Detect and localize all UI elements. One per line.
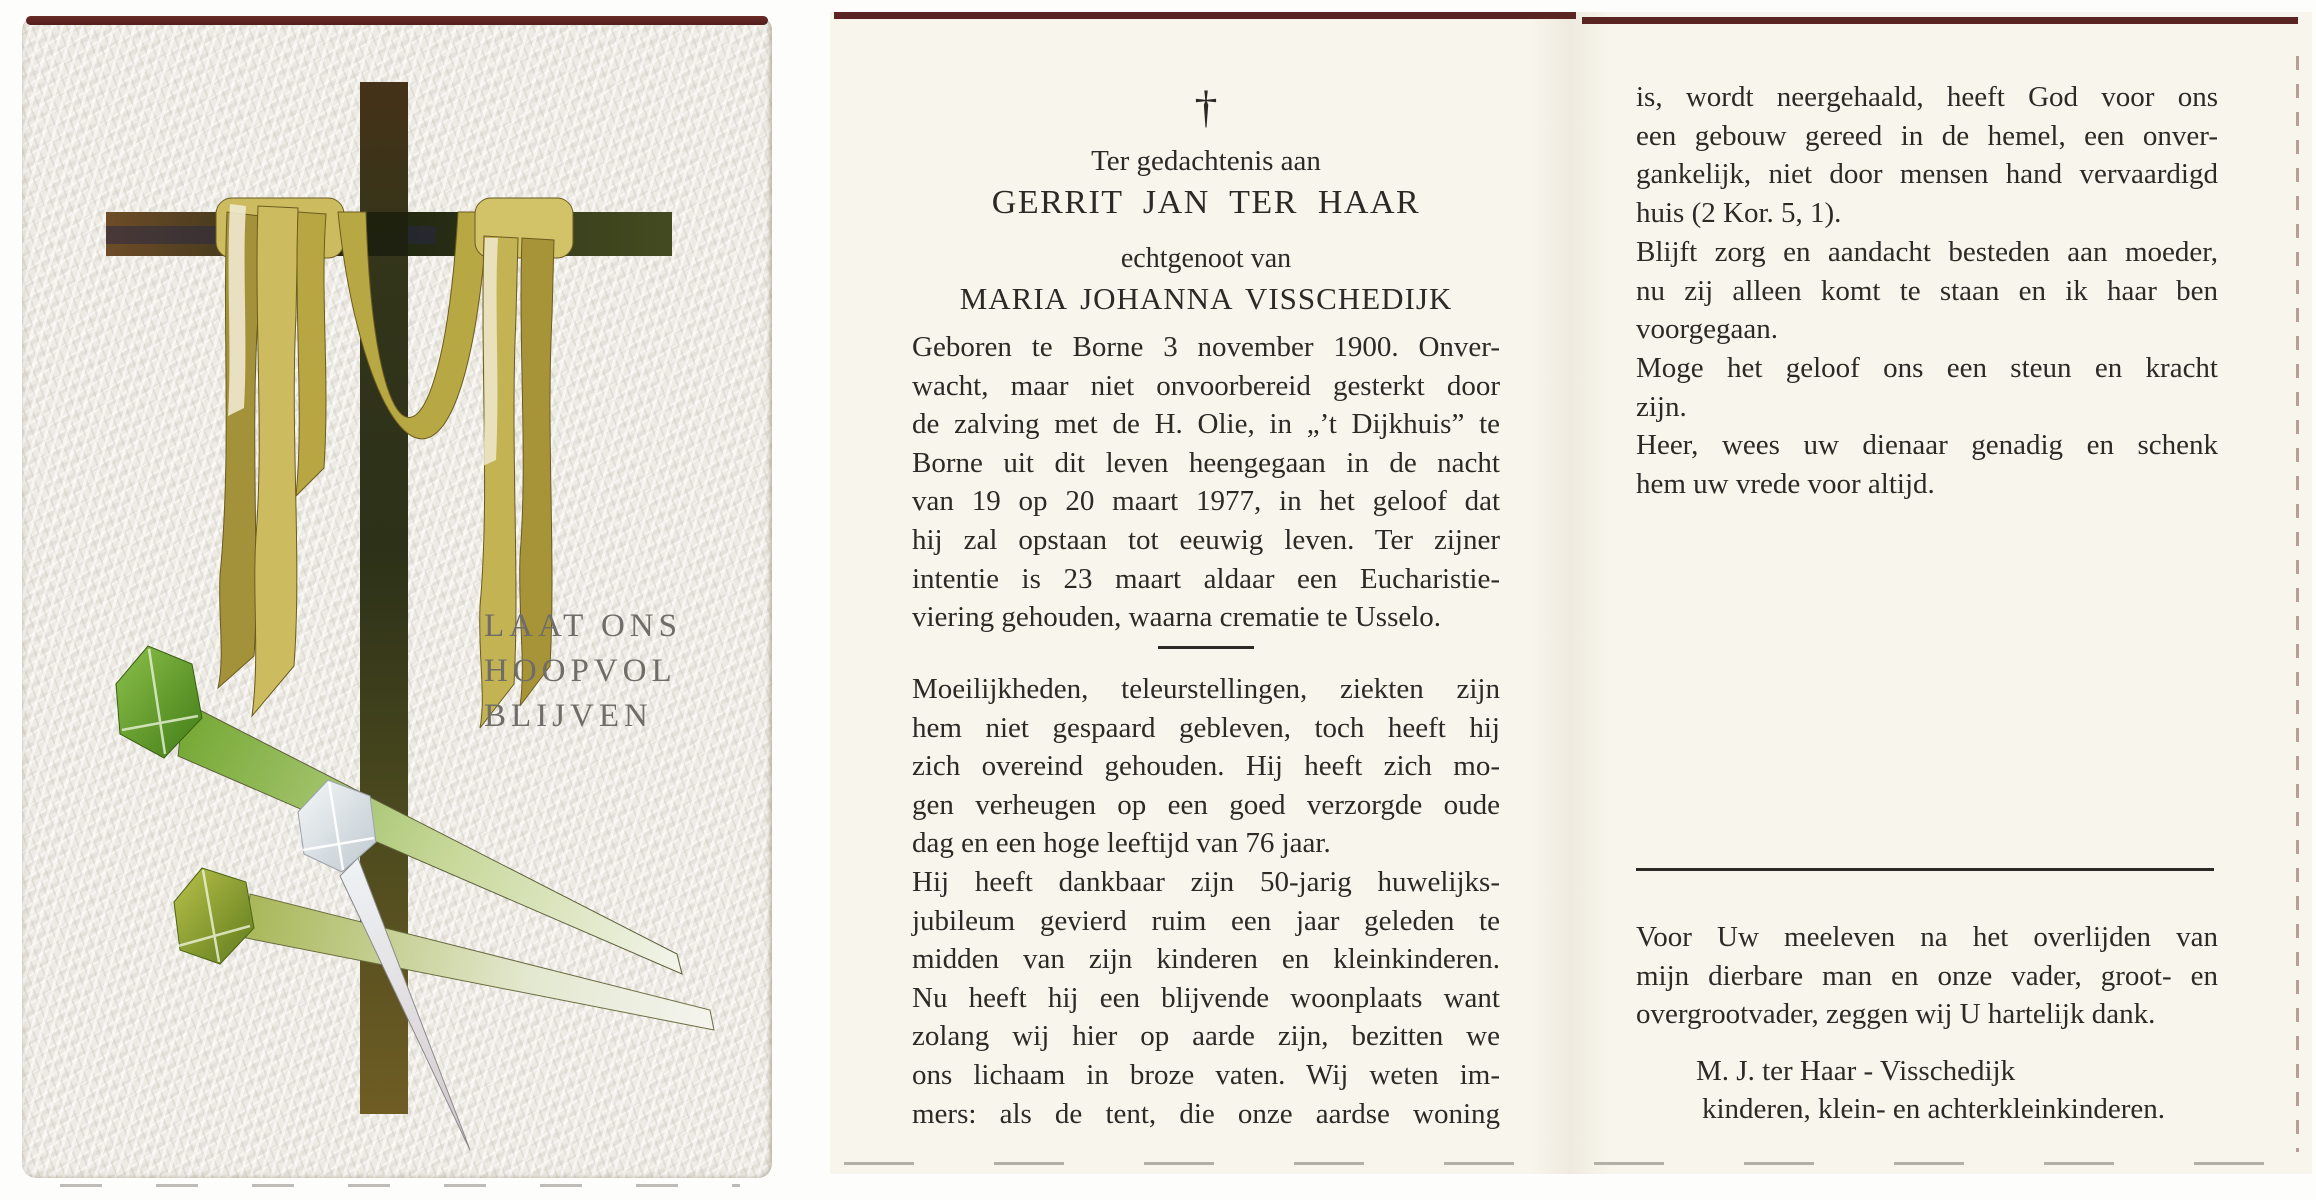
deceased-name: GERRIT JAN TER HAAR bbox=[991, 184, 1421, 221]
family-request-paragraph: Blijft zorg en aandacht besteden aan moeder, nu zij alleen komt te staan en ik haar ben voorgegaan. bbox=[1636, 236, 2218, 346]
section-divider bbox=[1158, 646, 1254, 649]
body-paragraph: Hij heeft dankbaar zijn 50-jarig huwelijks- jubileum gevierd ruim een jaar geleden te midden van zijn kinderen en kleinkinderen. Nu heeft hij een blijvende woonplaats want zolang wij hier op aarde zijn, bezitten we ons lichaam in broze vaten. Wij weten im- mers: als de tent, die onze aardse woning bbox=[912, 866, 1500, 1130]
dedication-line: Ter gedachtenis aan bbox=[1091, 145, 1321, 177]
spouse-name: MARIA JOHANNA VISSCHEDIJK bbox=[959, 281, 1453, 316]
card-bottom-edge bbox=[60, 1184, 740, 1187]
life-paragraph: Moeilijkheden, teleurstellingen, ziekten zijn hem niet gespaard gebleven, toch heeft hij zich overeind gehouden. Hij heeft zich mo- gen verheugen op een goed verzorgde oude dag en een hoge leeftijd van 76 jaar. bbox=[912, 673, 1500, 860]
card-motto: LAAT ONS HOOPVOL BLIJVEN bbox=[484, 608, 682, 734]
memorial-card-front bbox=[22, 16, 772, 1178]
page-condolence-text bbox=[1636, 12, 2218, 1174]
spread-right-edge bbox=[2296, 56, 2299, 1152]
cross-and-nails-artwork bbox=[22, 16, 772, 1178]
memorial-card-spread bbox=[830, 12, 2312, 1174]
faith-paragraph: Moge het geloof ons een steun en kracht zijn. bbox=[1636, 352, 2218, 423]
signature-family: kinderen, klein- en achterkleinkinderen. bbox=[1702, 1093, 2165, 1125]
signature-name: M. J. ter Haar - Visschedijk bbox=[1696, 1055, 2016, 1087]
birth-death-paragraph: Geboren te Borne 3 november 1900. Onver- wacht, maar niet onvoorbereid gesterkt door de zalving met de H. Olie, in „’t Dijkhuis” te Borne uit dit leven heengegaan in de nacht van 19 op 20 maart 1977, in het geloof dat hij zal opstaan tot eeuwig leven. Ter zijner intentie is 23 maart aldaar een Eucharistie- viering gehouden, waarna crematie te Usselo. bbox=[912, 331, 1500, 634]
thanks-divider bbox=[1636, 868, 2214, 871]
relation-line: echtgenoot van bbox=[1120, 243, 1292, 274]
prayer-paragraph: Heer, wees uw dienaar genadig en schenk hem uw vrede voor altijd. bbox=[1636, 429, 2218, 500]
page-memorial-text bbox=[912, 12, 1500, 1174]
continuation-paragraph: is, wordt neergehaald, heeft God voor ons een gebouw gereed in de hemel, een onver- gankelijk, niet door mensen hand vervaardigd huis (2 Kor. 5, 1). bbox=[1636, 81, 2218, 229]
memorial-cross-icon: † bbox=[1194, 81, 1218, 132]
thanks-paragraph: Voor Uw meeleven na het overlijden van mijn dierbare man en onze vader, groot- en overgrootvader, zeggen wij U hartelijk dank. bbox=[1636, 921, 2218, 1031]
